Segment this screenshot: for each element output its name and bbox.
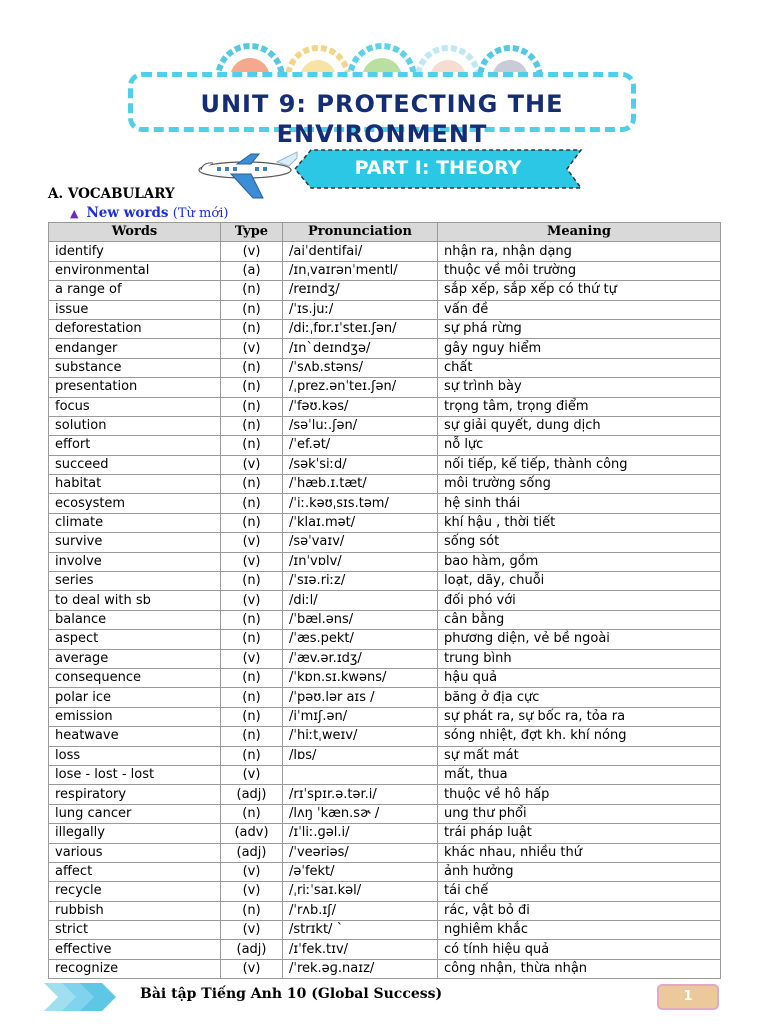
type-cell: (n) bbox=[221, 668, 283, 687]
type-cell: (n) bbox=[221, 319, 283, 338]
word-cell: rubbish bbox=[49, 901, 221, 920]
type-cell: (n) bbox=[221, 358, 283, 377]
word-cell: lung cancer bbox=[49, 804, 221, 823]
type-cell: (n) bbox=[221, 901, 283, 920]
word-cell: heatwave bbox=[49, 727, 221, 746]
table-row bbox=[49, 940, 721, 959]
table-row bbox=[49, 785, 721, 804]
word-cell: affect bbox=[49, 862, 221, 881]
word-cell: issue bbox=[49, 300, 221, 319]
word-cell: balance bbox=[49, 610, 221, 629]
table-row bbox=[49, 804, 721, 823]
table-row bbox=[49, 843, 721, 862]
meaning-cell: trọng tâm, trọng điểm bbox=[438, 397, 721, 416]
table-row bbox=[49, 959, 721, 978]
type-cell: (a) bbox=[221, 261, 283, 280]
pronunciation-cell: /səˈvaɪv/ bbox=[283, 533, 438, 552]
pronunciation-cell: /ɪˈliː.ɡəl.i/ bbox=[283, 824, 438, 843]
table-row bbox=[49, 281, 721, 300]
pronunciation-cell: /ˈæv.ər.ɪdʒ/ bbox=[283, 649, 438, 668]
meaning-cell: sự mất mát bbox=[438, 746, 721, 765]
word-cell: climate bbox=[49, 513, 221, 532]
pronunciation-cell: /ˈef.ət/ bbox=[283, 436, 438, 455]
pronunciation-cell: /ˈveəriəs/ bbox=[283, 843, 438, 862]
word-cell: survive bbox=[49, 533, 221, 552]
pronunciation-cell: /ɪnˈvɒlv/ bbox=[283, 552, 438, 571]
table-row bbox=[49, 572, 721, 591]
pronunciation-cell: /ˈpəʊ.lər aɪs / bbox=[283, 688, 438, 707]
pronunciation-cell: /ˈkɒn.sɪ.kwəns/ bbox=[283, 668, 438, 687]
table-row bbox=[49, 746, 721, 765]
meaning-cell: vấn đề bbox=[438, 300, 721, 319]
type-cell: (adv) bbox=[221, 824, 283, 843]
pronunciation-cell: /ˌprez.ənˈteɪ.ʃən/ bbox=[283, 378, 438, 397]
type-cell: (n) bbox=[221, 416, 283, 435]
table-row bbox=[49, 649, 721, 668]
word-cell: ecosystem bbox=[49, 494, 221, 513]
meaning-cell: sóng nhiệt, đợt kh. khí nóng bbox=[438, 727, 721, 746]
word-cell: identify bbox=[49, 242, 221, 261]
pronunciation-cell: /səkˈsiːd/ bbox=[283, 455, 438, 474]
pronunciation-cell: /lʌŋ ˈkæn.sɚ / bbox=[283, 804, 438, 823]
meaning-cell: mất, thua bbox=[438, 765, 721, 784]
pronunciation-cell: /aiˈdentifai/ bbox=[283, 242, 438, 261]
meaning-cell: khác nhau, nhiều thứ bbox=[438, 843, 721, 862]
pronunciation-cell bbox=[283, 765, 438, 784]
meaning-cell: sống sót bbox=[438, 533, 721, 552]
unit-title-box bbox=[128, 72, 636, 148]
word-cell: effort bbox=[49, 436, 221, 455]
word-cell: endanger bbox=[49, 339, 221, 358]
pronunciation-cell: /ˈhæb.ɪ.tæt/ bbox=[283, 475, 438, 494]
meaning-cell: rác, vật bỏ đi bbox=[438, 901, 721, 920]
table-row bbox=[49, 610, 721, 629]
meaning-cell: sắp xếp, sắp xếp có thứ tự bbox=[438, 281, 721, 300]
pronunciation-cell: /ˈsɪə.riːz/ bbox=[283, 572, 438, 591]
column-header-pronunciation: Pronunciation bbox=[283, 223, 438, 242]
word-cell: involve bbox=[49, 552, 221, 571]
table-row bbox=[49, 455, 721, 474]
type-cell: (v) bbox=[221, 591, 283, 610]
meaning-cell: trung bình bbox=[438, 649, 721, 668]
meaning-cell: sự trình bày bbox=[438, 378, 721, 397]
pronunciation-cell: /diːˌfɒr.ɪˈsteɪ.ʃən/ bbox=[283, 319, 438, 338]
meaning-cell: hệ sinh thái bbox=[438, 494, 721, 513]
meaning-cell: có tính hiệu quả bbox=[438, 940, 721, 959]
page-number: 1 bbox=[657, 984, 719, 1010]
word-cell: loss bbox=[49, 746, 221, 765]
pronunciation-cell: /ˈklaɪ.mət/ bbox=[283, 513, 438, 532]
meaning-cell: chất bbox=[438, 358, 721, 377]
word-cell: consequence bbox=[49, 668, 221, 687]
table-row bbox=[49, 319, 721, 338]
word-cell: habitat bbox=[49, 475, 221, 494]
meaning-cell: gây nguy hiểm bbox=[438, 339, 721, 358]
pronunciation-cell: /iˈmɪʃ.ən/ bbox=[283, 707, 438, 726]
type-cell: (n) bbox=[221, 688, 283, 707]
type-cell: (n) bbox=[221, 397, 283, 416]
word-cell: lose - lost - lost bbox=[49, 765, 221, 784]
pronunciation-cell: /diːl/ bbox=[283, 591, 438, 610]
table-row bbox=[49, 552, 721, 571]
pronunciation-cell: /ɪˈfek.tɪv/ bbox=[283, 940, 438, 959]
meaning-cell: nghiêm khắc bbox=[438, 921, 721, 940]
table-row bbox=[49, 378, 721, 397]
word-cell: substance bbox=[49, 358, 221, 377]
pronunciation-cell: /səˈluː.ʃən/ bbox=[283, 416, 438, 435]
table-row bbox=[49, 765, 721, 784]
word-cell: recognize bbox=[49, 959, 221, 978]
type-cell: (v) bbox=[221, 455, 283, 474]
meaning-cell: băng ở địa cực bbox=[438, 688, 721, 707]
new-words-note: (Từ mới) bbox=[172, 206, 229, 221]
meaning-cell: công nhận, thừa nhận bbox=[438, 959, 721, 978]
type-cell: (v) bbox=[221, 959, 283, 978]
word-cell: respiratory bbox=[49, 785, 221, 804]
word-cell: series bbox=[49, 572, 221, 591]
meaning-cell: sự phá rừng bbox=[438, 319, 721, 338]
word-cell: polar ice bbox=[49, 688, 221, 707]
table-row bbox=[49, 436, 721, 455]
pronunciation-cell: /ˌriːˈsaɪ.kəl/ bbox=[283, 882, 438, 901]
meaning-cell: ảnh hưởng bbox=[438, 862, 721, 881]
type-cell: (v) bbox=[221, 862, 283, 881]
table-row bbox=[49, 727, 721, 746]
type-cell: (n) bbox=[221, 727, 283, 746]
table-row bbox=[49, 901, 721, 920]
pronunciation-cell: /ˈrʌb.ɪʃ/ bbox=[283, 901, 438, 920]
type-cell: (v) bbox=[221, 921, 283, 940]
new-words-bullet bbox=[70, 205, 228, 221]
meaning-cell: hậu quả bbox=[438, 668, 721, 687]
type-cell: (n) bbox=[221, 746, 283, 765]
table-row bbox=[49, 416, 721, 435]
table-row bbox=[49, 494, 721, 513]
type-cell: (v) bbox=[221, 242, 283, 261]
type-cell: (v) bbox=[221, 765, 283, 784]
meaning-cell: thuộc về hô hấp bbox=[438, 785, 721, 804]
table-row bbox=[49, 668, 721, 687]
word-cell: effective bbox=[49, 940, 221, 959]
meaning-cell: trái pháp luật bbox=[438, 824, 721, 843]
meaning-cell: đối phó với bbox=[438, 591, 721, 610]
type-cell: (v) bbox=[221, 552, 283, 571]
table-row bbox=[49, 358, 721, 377]
type-cell: (n) bbox=[221, 707, 283, 726]
pronunciation-cell: /ˈrek.əɡ.naɪz/ bbox=[283, 959, 438, 978]
meaning-cell: cân bằng bbox=[438, 610, 721, 629]
word-cell: solution bbox=[49, 416, 221, 435]
meaning-cell: ung thư phổi bbox=[438, 804, 721, 823]
word-cell: recycle bbox=[49, 882, 221, 901]
column-header-type: Type bbox=[221, 223, 283, 242]
pronunciation-cell: /ˈɪs.juː/ bbox=[283, 300, 438, 319]
book-title: Bài tập Tiếng Anh 10 (Global Success) bbox=[140, 986, 443, 1002]
type-cell: (n) bbox=[221, 572, 283, 591]
table-row bbox=[49, 242, 721, 261]
column-header-meaning: Meaning bbox=[438, 223, 721, 242]
word-cell: environmental bbox=[49, 261, 221, 280]
pronunciation-cell: /ɪn`deɪndʒə/ bbox=[283, 339, 438, 358]
type-cell: (v) bbox=[221, 533, 283, 552]
meaning-cell: thuộc về môi trường bbox=[438, 261, 721, 280]
table-header-row bbox=[49, 223, 721, 242]
section-heading: A. VOCABULARY bbox=[48, 186, 175, 202]
pronunciation-cell: /reɪndʒ/ bbox=[283, 281, 438, 300]
unit-title: UNIT 9: PROTECTING THE ENVIRONMENT bbox=[200, 90, 564, 148]
type-cell: (adj) bbox=[221, 940, 283, 959]
meaning-cell: nỗ lực bbox=[438, 436, 721, 455]
airplane-icon bbox=[193, 150, 303, 202]
meaning-cell: sự phát ra, sự bốc ra, tỏa ra bbox=[438, 707, 721, 726]
column-header-words: Words bbox=[49, 223, 221, 242]
word-cell: succeed bbox=[49, 455, 221, 474]
meaning-cell: tái chế bbox=[438, 882, 721, 901]
table-row bbox=[49, 824, 721, 843]
meaning-cell: phương diện, vẻ bề ngoài bbox=[438, 630, 721, 649]
word-cell: presentation bbox=[49, 378, 221, 397]
word-cell: various bbox=[49, 843, 221, 862]
meaning-cell: sự giải quyết, dung dịch bbox=[438, 416, 721, 435]
pronunciation-cell: /ˈhiːtˌweɪv/ bbox=[283, 727, 438, 746]
part-title: PART I: THEORY bbox=[354, 157, 522, 179]
table-row bbox=[49, 533, 721, 552]
type-cell: (n) bbox=[221, 610, 283, 629]
word-cell: emission bbox=[49, 707, 221, 726]
word-cell: focus bbox=[49, 397, 221, 416]
meaning-cell: nhận ra, nhận dạng bbox=[438, 242, 721, 261]
meaning-cell: nối tiếp, kế tiếp, thành công bbox=[438, 455, 721, 474]
table-row bbox=[49, 707, 721, 726]
pronunciation-cell: /ˈiː.kəʊˌsɪs.təm/ bbox=[283, 494, 438, 513]
pronunciation-cell: /rɪˈspɪr.ə.tər.i/ bbox=[283, 785, 438, 804]
pronunciation-cell: /ˈbæl.əns/ bbox=[283, 610, 438, 629]
table-row bbox=[49, 591, 721, 610]
pronunciation-cell: /ˈfəʊ.kəs/ bbox=[283, 397, 438, 416]
table-row bbox=[49, 397, 721, 416]
vocabulary-table bbox=[48, 222, 721, 979]
type-cell: (n) bbox=[221, 378, 283, 397]
pronunciation-cell: /lɒs/ bbox=[283, 746, 438, 765]
table-row bbox=[49, 630, 721, 649]
pronunciation-cell: /ˈsʌb.stəns/ bbox=[283, 358, 438, 377]
table-row bbox=[49, 882, 721, 901]
table-row bbox=[49, 513, 721, 532]
meaning-cell: bao hàm, gồm bbox=[438, 552, 721, 571]
meaning-cell: loạt, dãy, chuỗi bbox=[438, 572, 721, 591]
word-cell: deforestation bbox=[49, 319, 221, 338]
type-cell: (n) bbox=[221, 281, 283, 300]
type-cell: (n) bbox=[221, 300, 283, 319]
word-cell: illegally bbox=[49, 824, 221, 843]
chevron-icon bbox=[44, 983, 124, 1011]
type-cell: (n) bbox=[221, 436, 283, 455]
type-cell: (adj) bbox=[221, 843, 283, 862]
type-cell: (v) bbox=[221, 649, 283, 668]
table-row bbox=[49, 339, 721, 358]
bullet-arrow-icon: ▲ bbox=[70, 207, 79, 220]
pronunciation-cell: /əˈfekt/ bbox=[283, 862, 438, 881]
meaning-cell: khí hậu , thời tiết bbox=[438, 513, 721, 532]
word-cell: a range of bbox=[49, 281, 221, 300]
type-cell: (v) bbox=[221, 882, 283, 901]
word-cell: to deal with sb bbox=[49, 591, 221, 610]
table-row bbox=[49, 475, 721, 494]
word-cell: average bbox=[49, 649, 221, 668]
type-cell: (n) bbox=[221, 494, 283, 513]
type-cell: (adj) bbox=[221, 785, 283, 804]
table-row bbox=[49, 300, 721, 319]
pronunciation-cell: /ɪnˌvaɪrənˈmentl/ bbox=[283, 261, 438, 280]
word-cell: strict bbox=[49, 921, 221, 940]
word-cell: aspect bbox=[49, 630, 221, 649]
pronunciation-cell: /ˈæs.pekt/ bbox=[283, 630, 438, 649]
type-cell: (n) bbox=[221, 804, 283, 823]
pronunciation-cell: /strɪkt/ ` bbox=[283, 921, 438, 940]
type-cell: (n) bbox=[221, 513, 283, 532]
table-row bbox=[49, 862, 721, 881]
type-cell: (v) bbox=[221, 339, 283, 358]
table-row bbox=[49, 261, 721, 280]
type-cell: (n) bbox=[221, 475, 283, 494]
table-row bbox=[49, 921, 721, 940]
table-row bbox=[49, 688, 721, 707]
meaning-cell: môi trường sống bbox=[438, 475, 721, 494]
new-words-label: New words bbox=[86, 205, 169, 221]
type-cell: (n) bbox=[221, 630, 283, 649]
